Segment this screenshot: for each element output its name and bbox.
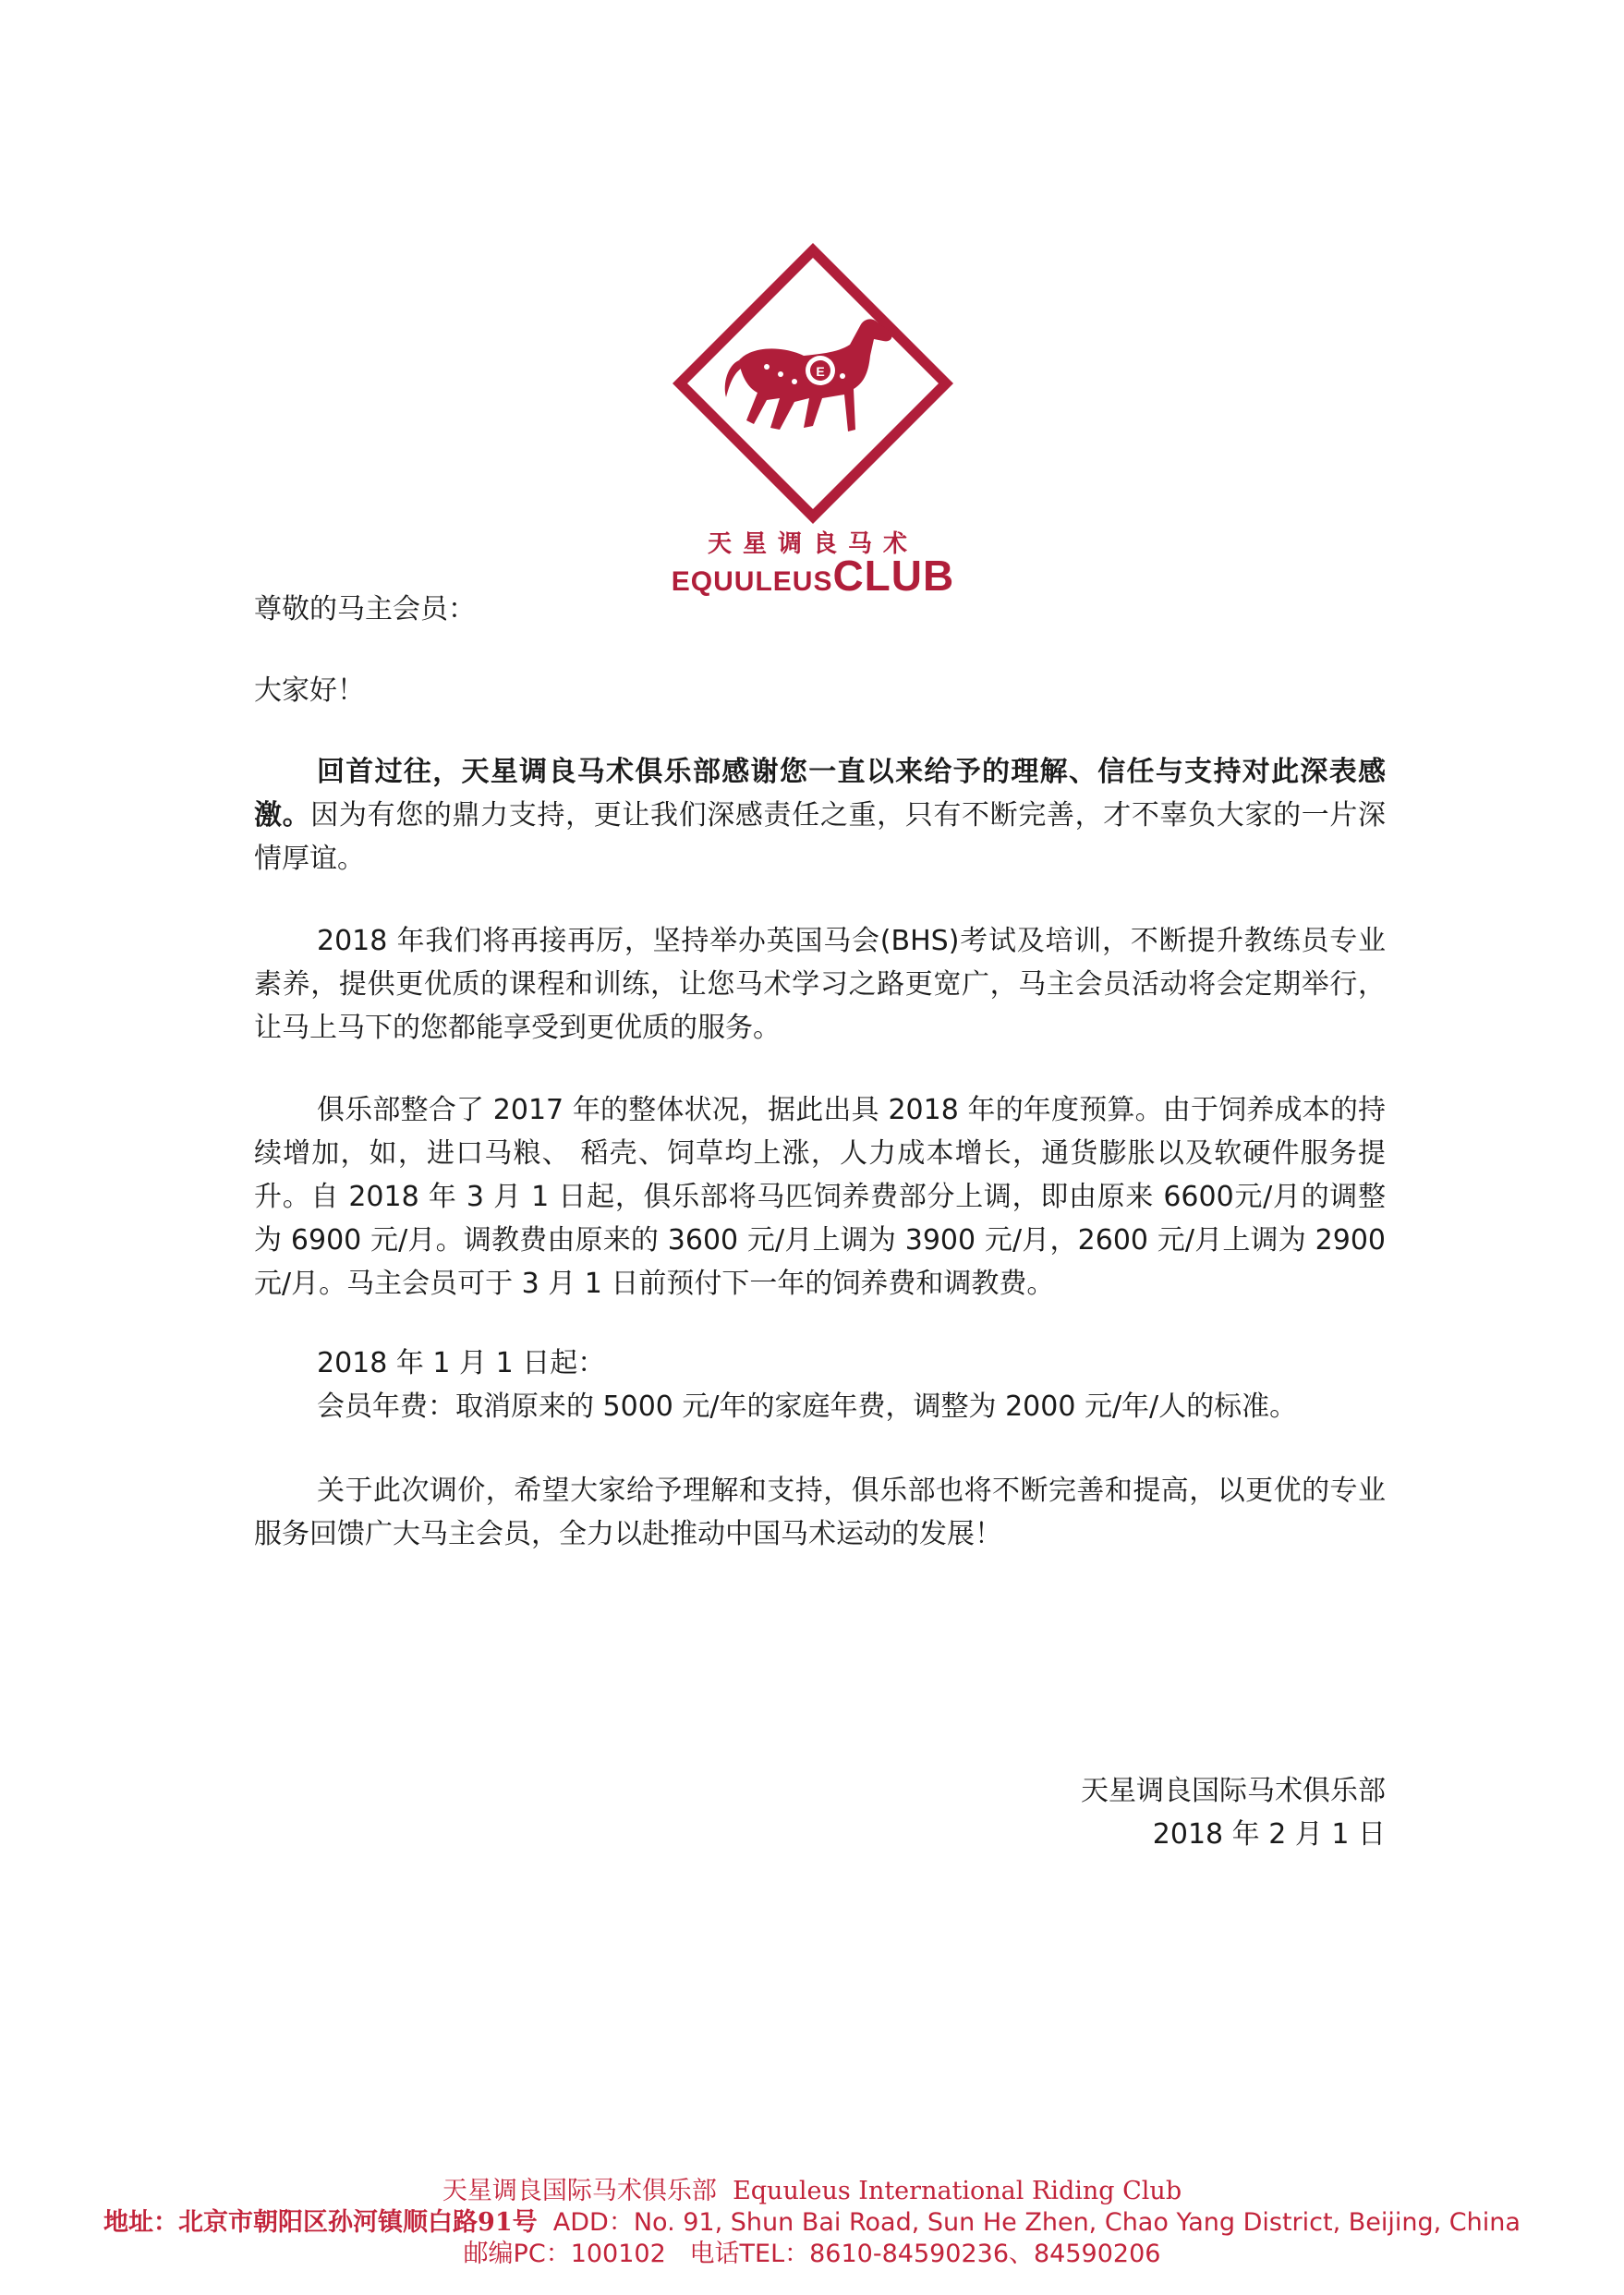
paragraph-gratitude xyxy=(254,750,1386,880)
signature-block xyxy=(970,1769,1386,1856)
paragraph-gratitude-bold: 回首过往，天星调良马术俱乐部感谢您一直以来给予的理解、信任与支持对此深表感激。 xyxy=(254,756,1386,832)
footer-org-cn: 天星调良国际马术俱乐部 xyxy=(442,2177,717,2205)
signature-organization: 天星调良国际马术俱乐部 xyxy=(1081,1775,1386,1807)
footer-address-en: ADD：No. 91, Shun Bai Road, Sun He Zhen, Chao Yang District, Beijing, China xyxy=(552,2208,1521,2237)
paragraph-fee-adjustment: 俱乐部整合了 2017 年的整体状况，据此出具 2018 年的年度预算。由于饲养成本的持续增加，如，进口马粮、 稻壳、饲草均上涨，人力成本增长，通货膨胀以及软硬件服务提升。自 2018 年 3 月 1 日起，俱乐部将马匹饲养费部分上调，即由原来 6600元/月的调整为 6900 元/月。调教费由原来的 3600 元/月上调为 3900 元/月，2600 元/月上调为 2900 元/月。马主会员可于 3 月 1 日前预付下一年的饲养费和调教费。 xyxy=(254,1094,1386,1300)
logo-equuleus-text: EQUULEUS xyxy=(671,566,833,597)
salutation: 尊敬的马主会员： xyxy=(254,593,476,625)
paragraph-annual-fee xyxy=(317,1342,1388,1428)
logo-chinese-name: 天星调良马术 xyxy=(707,530,918,558)
logo-english-name xyxy=(647,551,979,601)
letterhead-footer xyxy=(0,2176,1624,2270)
footer-phone: 电话TEL：8610-84590236、84590206 xyxy=(689,2240,1161,2268)
annual-fee-date: 2018 年 1 月 1 日起： xyxy=(317,1347,606,1379)
paragraph-2018-plans: 2018 年我们将再接再厉，坚持举办英国马会(BHS)考试及培训，不断提升教练员专业素养，提供更优质的课程和训练，让您马术学习之路更宽广，马主会员活动将会定期举行，让马上马下的您都能享受到更优质的服务。 xyxy=(254,925,1386,1044)
greeting: 大家好！ xyxy=(254,674,365,707)
footer-contact xyxy=(0,2239,1624,2270)
paragraph-gratitude-rest: 因为有您的鼎力支持，更让我们深感责任之重，只有不断完善，才不辜负大家的一片深情厚谊。 xyxy=(254,799,1387,875)
footer-postcode: 邮编PC：100102 xyxy=(463,2240,666,2268)
footer-organization xyxy=(0,2176,1624,2207)
svg-text:E: E xyxy=(816,364,825,379)
paragraph-closing: 关于此次调价，希望大家给予理解和支持，俱乐部也将不断完善和提高，以更优的专业服务回馈广大马主会员，全力以赴推动中国马术运动的发展！ xyxy=(254,1475,1386,1550)
equuleus-horse-logo xyxy=(665,236,961,531)
footer-address-cn: 地址：北京市朝阳区孙河镇顺白路91号 xyxy=(103,2208,538,2237)
footer-address xyxy=(0,2207,1624,2239)
signature-date: 2018 年 2 月 1 日 xyxy=(1152,1818,1386,1851)
logo-club-text: CLUB xyxy=(832,552,955,600)
footer-org-en: Equuleus International Riding Club xyxy=(733,2177,1182,2205)
annual-fee-detail: 会员年费：取消原来的 5000 元/年的家庭年费，调整为 2000 元/年/人的标准。 xyxy=(317,1390,1298,1423)
